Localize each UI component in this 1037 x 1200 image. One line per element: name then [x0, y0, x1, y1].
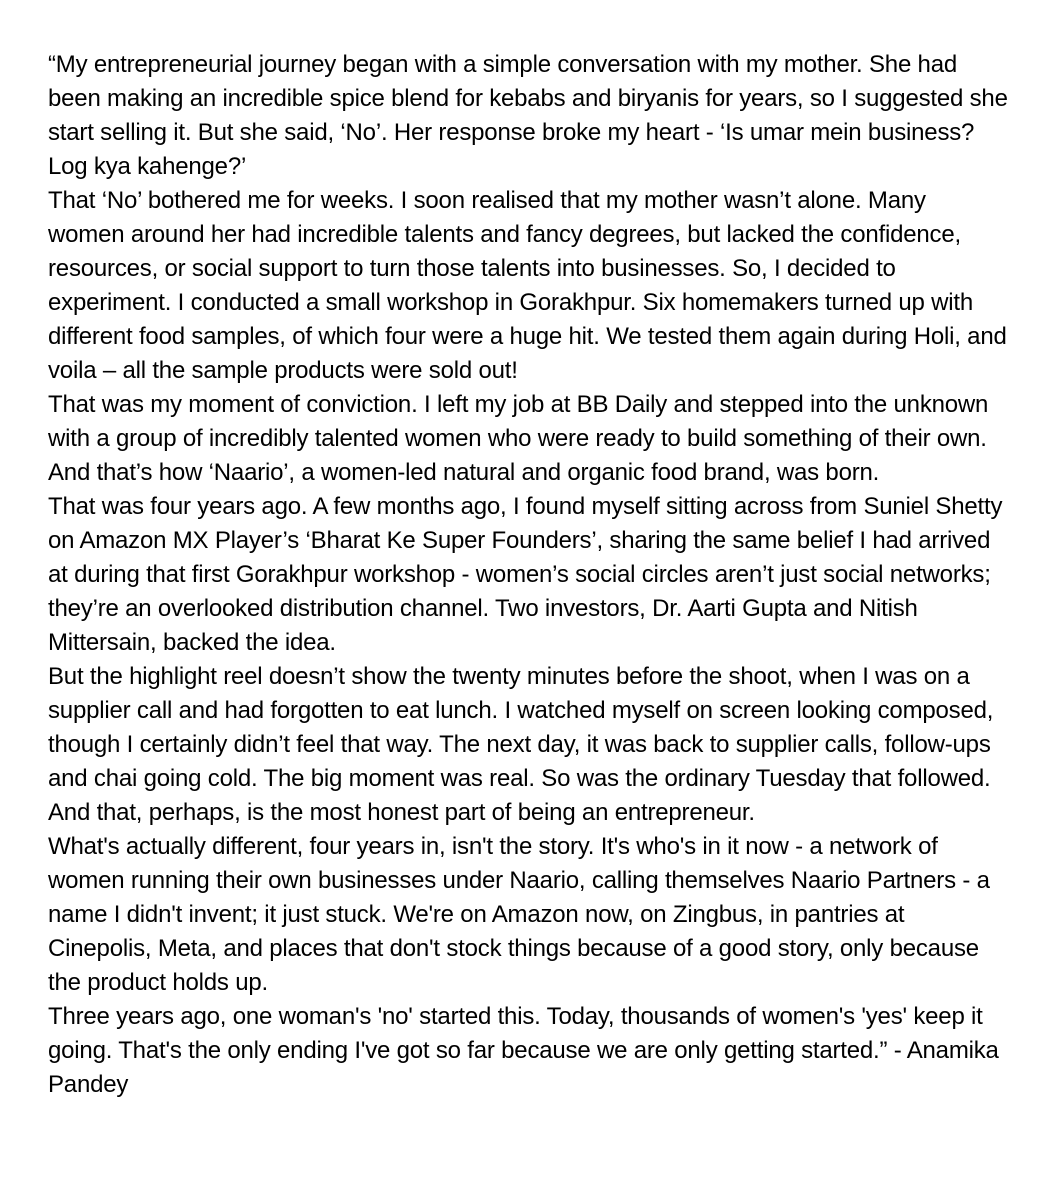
- paragraph-4: That was four years ago. A few months ago, I found myself sitting across from Suniel Shetty on Amazon MX Player’s ‘Bharat Ke Super Founders’, sharing the same belief I had arrived at during that first Gorakhpur workshop - women’s social circles aren’t just social networks; they’re an overlooked distribution channel. Two investors, Dr. Aarti Gupta and Nitish Mittersain, backed the idea.: [48, 493, 1003, 656]
- paragraph-7: Three years ago, one woman's 'no' started this. Today, thousands of women's 'yes' keep it going. That's the only ending I've got so far because we are only getting started.” - Anamika Pandey: [48, 1003, 999, 1098]
- paragraph-5: But the highlight reel doesn’t show the twenty minutes before the shoot, when I was on a supplier call and had forgotten to eat lunch. I watched myself on screen looking composed, though I certainly didn’t feel that way. The next day, it was back to supplier calls, follow-ups and chai going cold. The big moment was real. So was the ordinary Tuesday that followed. And that, perhaps, is the most honest part of being an entrepreneur.: [48, 663, 994, 826]
- quote-document: [48, 48, 1008, 1102]
- paragraph-2: That ‘No’ bothered me for weeks. I soon realised that my mother wasn’t alone. Many women around her had incredible talents and fancy degrees, but lacked the confidence, resources, or social support to turn those talents into businesses. So, I decided to experiment. I conducted a small workshop in Gorakhpur. Six homemakers turned up with different food samples, of which four were a huge hit. We tested them again during Holi, and voila – all the sample products were sold out!: [48, 187, 1007, 384]
- paragraph-1: “My entrepreneurial journey began with a simple conversation with my mother. She had been making an incredible spice blend for kebabs and biryanis for years, so I suggested she start selling it. But she said, ‘No’. Her response broke my heart - ‘Is umar mein business? Log kya kahenge?’: [48, 51, 1008, 180]
- paragraph-6: What's actually different, four years in, isn't the story. It's who's in it now - a network of women running their own businesses under Naario, calling themselves Naario Partners - a name I didn't invent; it just stuck. We're on Amazon now, on Zingbus, in pantries at Cinepolis, Meta, and places that don't stock things because of a good story, only because the product holds up.: [48, 833, 990, 996]
- paragraph-3: That was my moment of conviction. I left my job at BB Daily and stepped into the unknown with a group of incredibly talented women who were ready to build something of their own. And that’s how ‘Naario’, a women-led natural and organic food brand, was born.: [48, 391, 989, 486]
